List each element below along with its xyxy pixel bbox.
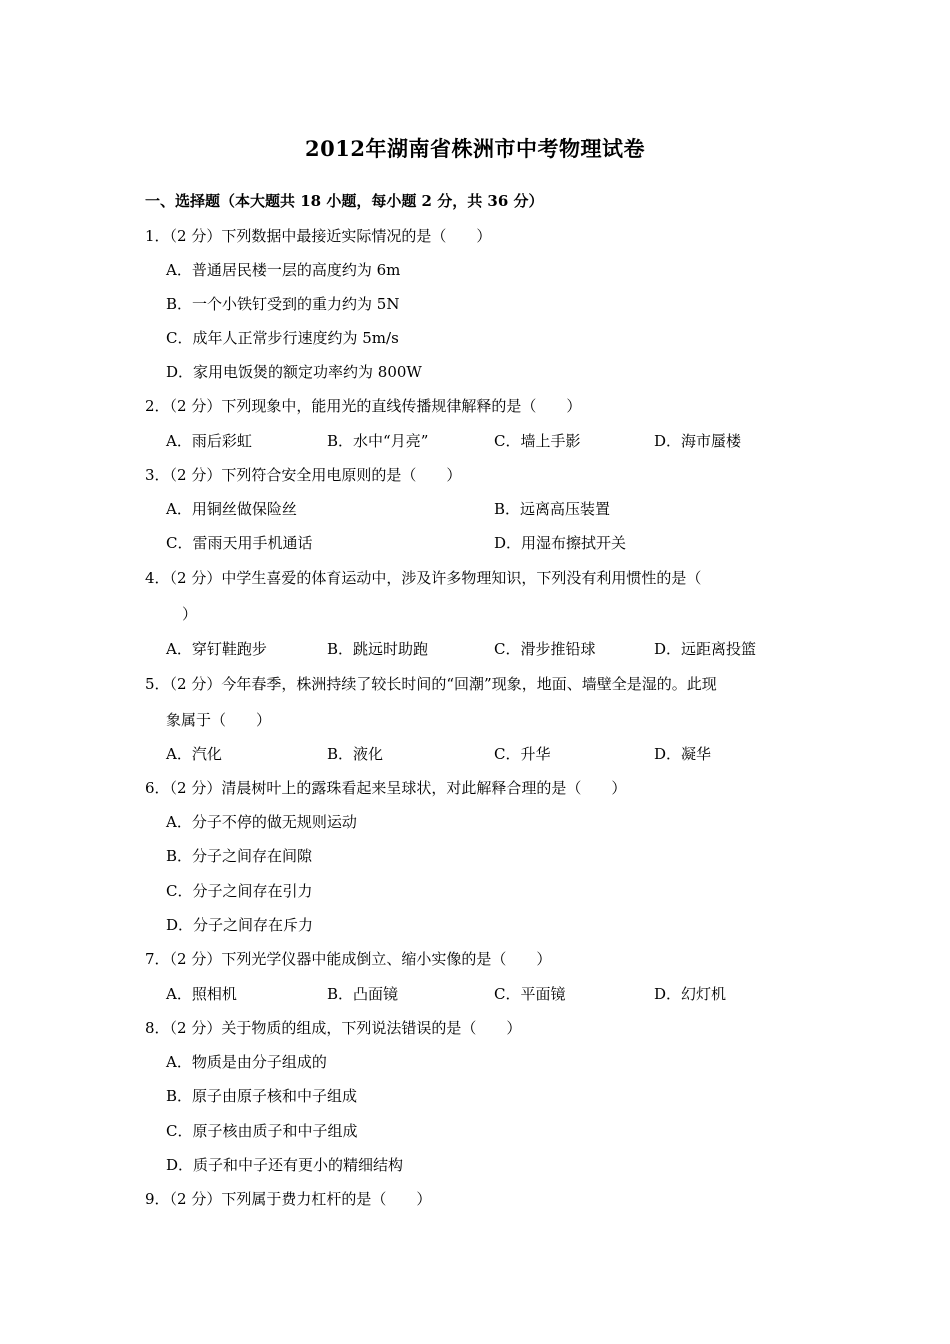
question-8-option-b: B．原子由原子核和中子组成 [166, 1087, 358, 1105]
question-3-stem: 3．（2 分）下列符合安全用电原则的是（ ） [145, 466, 462, 484]
question-5-option-c: C．升华 [494, 745, 551, 763]
question-6-option-d: D．分子之间存在斥力 [166, 916, 314, 934]
question-5-option-d: D．凝华 [654, 745, 712, 763]
question-7-option-b: B．凸面镜 [327, 985, 399, 1003]
question-1-option-c: C．成年人正常步行速度约为 5m/s [166, 329, 399, 347]
question-8-option-a: A．物质是由分子组成的 [166, 1053, 327, 1071]
question-8-option-c: C．原子核由质子和中子组成 [166, 1122, 358, 1140]
question-4-option-b: B．跳远时助跑 [327, 640, 429, 658]
question-3-option-b: B．远离高压装置 [494, 500, 611, 518]
question-9-stem: 9．（2 分）下列属于费力杠杆的是（ ） [145, 1190, 432, 1208]
question-4-option-d: D．远距离投篮 [654, 640, 757, 658]
question-2-option-d: D．海市蜃楼 [654, 432, 742, 450]
question-2-option-b: B．水中“月亮” [327, 432, 429, 450]
question-5-stem: 5．（2 分）今年春季，株洲持续了较长时间的“回潮”现象，地面、墙壁全是湿的。此现 [145, 675, 717, 693]
question-5-option-b: B．液化 [327, 745, 384, 763]
question-4-stem: 4．（2 分）中学生喜爱的体育运动中，涉及许多物理知识，下列没有利用惯性的是（ [145, 569, 702, 587]
page-title: 2012年湖南省株洲市中考物理试卷 [305, 136, 645, 161]
question-3-option-d: D．用湿布擦拭开关 [494, 534, 627, 552]
question-5-option-a: A．汽化 [166, 745, 222, 763]
question-3-option-a: A．用铜丝做保险丝 [166, 500, 297, 518]
question-6-option-a: A．分子不停的做无规则运动 [166, 813, 357, 831]
question-6-option-c: C．分子之间存在引力 [166, 882, 313, 900]
question-7-stem: 7．（2 分）下列光学仪器中能成倒立、缩小实像的是（ ） [145, 950, 552, 968]
question-1-option-a: A．普通居民楼一层的高度约为 6m [166, 261, 401, 279]
question-3-option-c: C．雷雨天用手机通话 [166, 534, 313, 552]
question-1-option-b: B．一个小铁钉受到的重力约为 5N [166, 295, 400, 313]
question-7-option-c: C．平面镜 [494, 985, 566, 1003]
question-4-option-c: C．滑步推铅球 [494, 640, 596, 658]
question-4-continuation: ） [182, 605, 198, 623]
question-2-option-c: C．墙上手影 [494, 432, 581, 450]
question-4-option-a: A．穿钉鞋跑步 [166, 640, 267, 658]
question-2-stem: 2．（2 分）下列现象中，能用光的直线传播规律解释的是（ ） [145, 397, 582, 415]
question-8-stem: 8．（2 分）关于物质的组成，下列说法错误的是（ ） [145, 1019, 522, 1037]
question-7-option-a: A．照相机 [166, 985, 237, 1003]
question-6-stem: 6．（2 分）清晨树叶上的露珠看起来呈球状，对此解释合理的是（ ） [145, 779, 627, 797]
question-1-option-d: D．家用电饭煲的额定功率约为 800W [166, 363, 422, 381]
question-1-stem: 1．（2 分）下列数据中最接近实际情况的是（ ） [145, 227, 492, 245]
question-5-continuation: 象属于（ ） [166, 711, 272, 729]
question-7-option-d: D．幻灯机 [654, 985, 727, 1003]
question-8-option-d: D．质子和中子还有更小的精细结构 [166, 1156, 404, 1174]
section-heading: 一、选择题（本大题共 18 小题，每小题 2 分，共 36 分） [145, 192, 544, 210]
question-6-option-b: B．分子之间存在间隙 [166, 847, 313, 865]
question-2-option-a: A．雨后彩虹 [166, 432, 252, 450]
